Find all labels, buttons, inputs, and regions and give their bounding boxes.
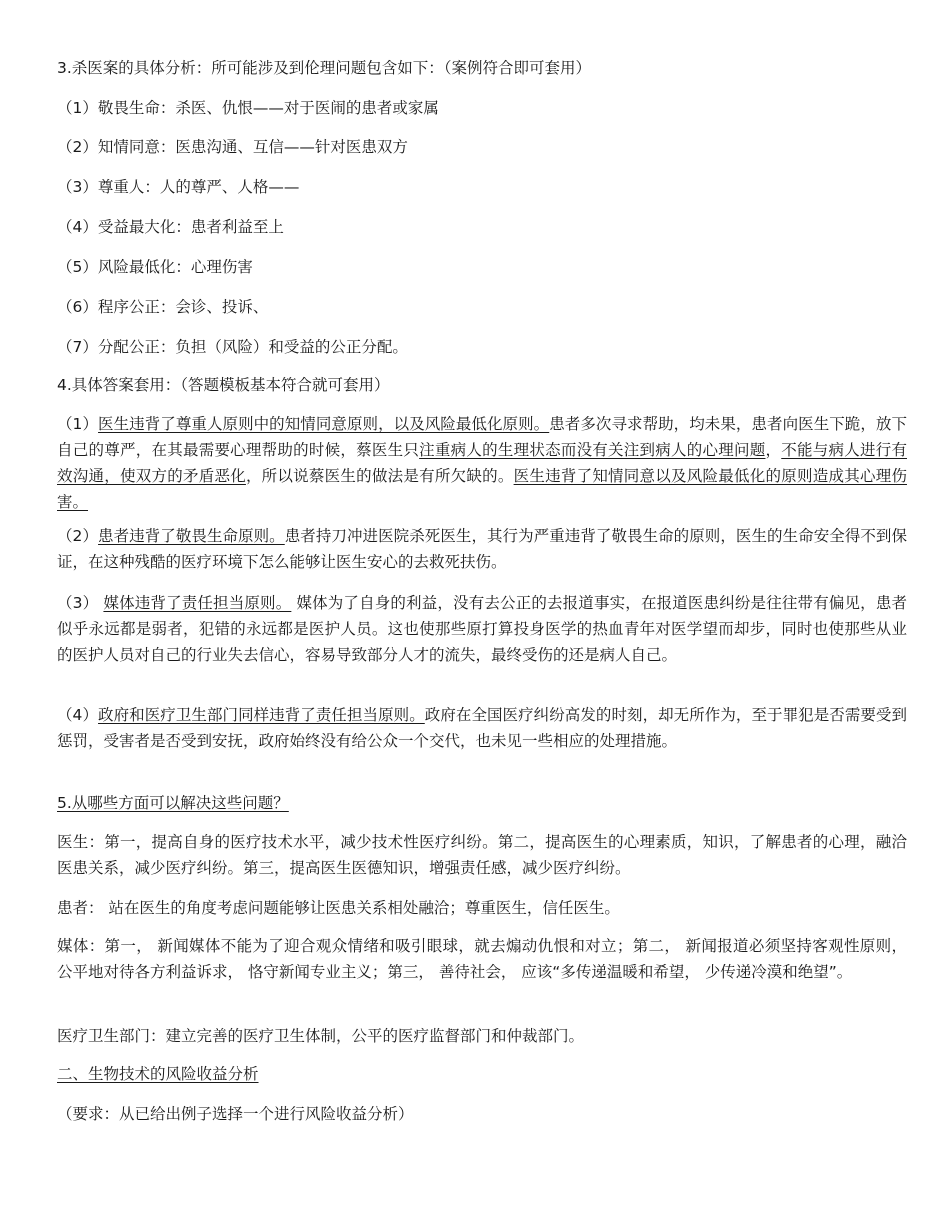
answer-3-text: 媒体为了自身的利益，没有去公正的去报道事实，在报道医患纠纷是往往带有偏见，患者似乎永远都是弱者，犯错的永远都是医护人员。这也使那些原打算投身医学的热血青年对医学望而却步，同时也使那些从业的医护人员对自己的行业失去信心，容易导致部分人才的流失，最终受伤的还是病人自己。 [57, 594, 907, 664]
section-biotech-heading: 二、生物技术的风险收益分析 [57, 1065, 259, 1083]
solution-patient: 患者： 站在医生的角度考虑问题能够让医患关系相处融洽；尊重医生，信任医生。 [57, 899, 620, 917]
answer-1-underline-a: 注重病人的生理状态而没有关注到病人的心理问题 [419, 441, 766, 459]
answer-3-number: （3） [57, 594, 104, 612]
answer-1-text-b: ，所以说蔡医生的做法是有所欠缺的。 [245, 467, 514, 485]
answer-2-text: 患者持刀冲进医院杀死医生，其行为严重违背了敬畏生命的原则，医生的生命安全得不到保证，在这种残酷的医疗环境下怎么能够让医生安心的去救死扶伤。 [57, 527, 907, 571]
ethics-item-2: （2）知情同意：医患沟通、互信——针对医患双方 [57, 138, 408, 156]
section-3-heading: 3.杀医案的具体分析：所可能涉及到伦理问题包含如下：（案例符合即可套用） [57, 59, 592, 77]
answer-4-claim: 政府和医疗卫生部门同样违背了责任担当原则。 [98, 706, 425, 724]
answer-1-conclusion: 医生违背了知情同意以及风险最低化的原则造成其心理伤害。 [57, 467, 907, 511]
section-5-heading: 5.从哪些方面可以解决这些问题？ [57, 794, 289, 812]
answer-1-number: （1） [57, 415, 99, 433]
solution-media: 媒体：第一， 新闻媒体不能为了迎合观众情绪和吸引眼球，就去煽动仇恨和对立；第二， 新闻报道必须坚持客观性原则， 公平地对待各方利益诉求， 恪守新闻专业主义；第三， 善待社会， 应该“多传递温暖和希望， 少传递冷漠和绝望”。 [57, 937, 907, 981]
answer-3-claim: 媒体违背了责任担当原则。 [103, 594, 292, 612]
answer-1-underline-b: 不能与病人进行有效沟通，使双方的矛盾恶化 [57, 441, 907, 485]
answer-paragraph-4 [57, 702, 907, 754]
biotech-requirement: （要求：从已给出例子选择一个进行风险收益分析） [57, 1105, 414, 1123]
answer-1-text: 患者多次寻求帮助，均未果，患者向医生下跪，放下自己的尊严，在其最需要心理帮助的时候，蔡医生只 [57, 415, 907, 459]
ethics-item-7: （7）分配公正：负担（风险）和受益的公正分配。 [57, 338, 408, 356]
answer-2-number: （2） [57, 527, 99, 545]
answer-4-text: 政府在全国医疗纠纷高发的时刻，却无所作为，至于罪犯是否需要受到惩罚，受害者是否受到安抚，政府始终没有给公众一个交代，也未见一些相应的处理措施。 [57, 706, 907, 750]
section-4-heading: 4.具体答案套用：（答题模板基本符合就可套用） [57, 376, 390, 394]
answer-4-number: （4） [57, 706, 99, 724]
answer-paragraph-3 [57, 590, 907, 668]
solution-doctor: 医生：第一，提高自身的医疗技术水平，减少技术性医疗纠纷。第二，提高医生的心理素质，知识，了解患者的心理，融洽医患关系，减少医疗纠纷。第三，提高医生医德知识，增强责任感，减少医疗纠纷。 [57, 833, 907, 877]
ethics-item-6: （6）程序公正：会诊、投诉、 [57, 298, 269, 316]
solution-health-department: 医疗卫生部门：建立完善的医疗卫生体制，公平的医疗监督部门和仲裁部门。 [57, 1027, 585, 1045]
answer-paragraph-2 [57, 523, 907, 575]
answer-2-claim: 患者违背了敬畏生命原则。 [98, 527, 285, 545]
ethics-item-1: （1）敬畏生命：杀医、仇恨——对于医闹的患者或家属 [57, 99, 439, 117]
answer-1-claim: 医生违背了尊重人原则中的知情同意原则，以及风险最低化原则。 [98, 415, 550, 433]
answer-paragraph-1: （1）医生违背了尊重人原则中的知情同意原则，以及风险最低化原则。患者多次寻求帮助，均未果，患者向医生下跪，放下自己的尊严，在其最需要心理帮助的时候，蔡医生只注重病人的生理状态而没有关注到病人的心理问题，不能与病人进行有效沟通，使双方的矛盾恶化，所以说蔡医生的做法是有所欠缺的。医生违背了知情同意以及风险最低化的原则造成其心理伤害。 [57, 415, 907, 511]
ethics-item-4: （4）受益最大化：患者利益至上 [57, 218, 284, 236]
ethics-item-3: （3）尊重人：人的尊严、人格—— [57, 178, 300, 196]
ethics-item-5: （5）风险最低化：心理伤害 [57, 258, 253, 276]
